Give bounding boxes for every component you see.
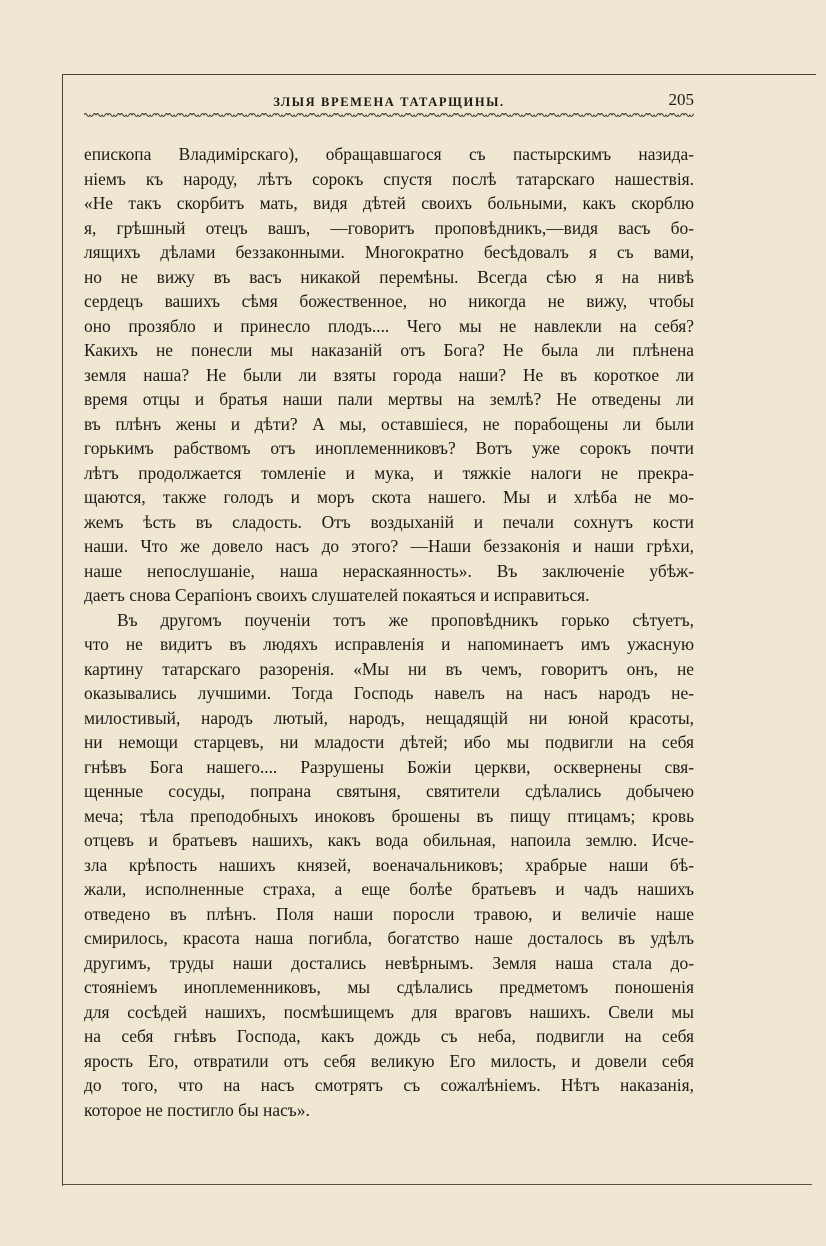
text-line: гнѣвъ Бога нашего.... Разрушены Божіи церкви, осквернены свя- bbox=[84, 756, 694, 777]
text-line: горькимъ рабствомъ отъ иноплеменниковъ? Вотъ уже сорокъ почти bbox=[84, 438, 694, 458]
text-line: меча; тѣла преподобныхъ иноковъ брошены въ пищу птицамъ; кровь bbox=[84, 805, 694, 826]
text-line: которое не постигло бы насъ». bbox=[84, 1099, 310, 1120]
text-line: для сосѣдей нашихъ, посмѣшищемъ для враговъ нашихъ. Свели мы bbox=[84, 1001, 694, 1022]
text-line: другимъ, труды наши достались невѣрнымъ. Земля наша стала до- bbox=[84, 952, 694, 973]
page-number: 205 bbox=[668, 90, 694, 109]
text-line: наше непослушаніе, наша нераскаянность». Въ заключеніе убѣж- bbox=[84, 560, 694, 581]
text-line: сердецъ вашихъ сѣмя божественное, но никогда не вижу, чтобы bbox=[84, 291, 694, 311]
text-line: ярость Его, отвратили отъ себя великую Его милость, и довели себя bbox=[84, 1050, 694, 1071]
text-line: даетъ снова Серапіонъ своихъ слушателей покаяться и исправиться. bbox=[84, 585, 590, 605]
body-text bbox=[84, 142, 694, 1122]
text-line: оказывались лучшими. Тогда Господь навелъ на насъ народъ не- bbox=[84, 683, 694, 703]
text-line: смирилось, красота наша погибла, богатство наше досталось въ удѣлъ bbox=[84, 928, 694, 948]
text-line: отцевъ и братьевъ нашихъ, какъ вода обильная, напоила землю. Исче- bbox=[84, 830, 694, 850]
running-head-title: ЗЛЫЯ ВРЕМЕНА ТАТАРЩИНЫ. bbox=[273, 95, 505, 109]
running-head bbox=[84, 90, 694, 112]
text-line: лящихъ дѣлами беззаконными. Многократно бесѣдовалъ я съ вами, bbox=[84, 242, 694, 262]
page-frame-top-rule bbox=[62, 74, 816, 75]
text-line: епископа Владимірскаго), обращавшагося съ пастырскимъ назида- bbox=[84, 144, 694, 164]
text-line: ніемъ къ народу, лѣтъ сорокъ спустя послѣ татарскаго нашествія. bbox=[84, 168, 694, 189]
text-line: на себя гнѣвъ Господа, какъ дождь съ неба, подвигли на себя bbox=[84, 1026, 694, 1046]
text-line: жемъ ѣсть въ сладость. Отъ воздыханій и печали сохнутъ кости bbox=[84, 511, 694, 532]
text-line: отведено въ плѣнъ. Поля наши поросли травою, и величіе наше bbox=[84, 903, 694, 924]
page-frame-bottom-rule bbox=[62, 1184, 812, 1185]
text-line: зла крѣпость нашихъ князей, военачальниковъ; храбрые наши бѣ- bbox=[84, 854, 694, 875]
text-line: милостивый, народъ лютый, народъ, нещадящій ни юной красоты, bbox=[84, 707, 694, 728]
text-line: оно прозябло и принесло плодъ.... Чего мы не навлекли на себя? bbox=[84, 315, 694, 336]
text-line: земля наша? Не были ли взяты города наши? Не въ короткое ли bbox=[84, 364, 694, 385]
text-line: я, грѣшный отецъ вашъ, —говоритъ проповѣдникъ,—видя васъ бо- bbox=[84, 217, 694, 238]
text-line: время отцы и братья наши пали мертвы на землѣ? Не отведены ли bbox=[84, 389, 694, 409]
text-line: ни немощи старцевъ, ни младости дѣтей; ибо мы подвигли на себя bbox=[84, 732, 694, 752]
text-line: щенные сосуды, попрана святыня, святители сдѣлались добычею bbox=[84, 781, 694, 801]
text-line: лѣтъ продолжается томленіе и мука, и тяжкіе налоги не прекра- bbox=[84, 462, 694, 483]
text-line: стояніемъ иноплеменниковъ, мы сдѣлались предметомъ поношенія bbox=[84, 977, 694, 997]
text-line: въ плѣнъ жены и дѣти? А мы, оставшіеся, не порабощены ли были bbox=[84, 413, 694, 434]
text-line: жали, исполненные страха, а еще болѣе братьевъ и чадъ нашихъ bbox=[84, 879, 694, 899]
text-line: Какихъ не понесли мы наказаній отъ Бога? Не была ли плѣнена bbox=[84, 340, 694, 360]
text-line: до того, что на насъ смотрятъ съ сожалѣніемъ. Нѣтъ наказанія, bbox=[84, 1075, 694, 1095]
text-line: «Не такъ скорбитъ мать, видя дѣтей своихъ больными, какъ скорблю bbox=[84, 193, 694, 213]
text-line: картину татарскаго разоренія. «Мы ни въ чемъ, говоритъ онъ, не bbox=[84, 658, 694, 679]
decorative-wavy-rule bbox=[84, 111, 694, 119]
text-line: но не вижу въ васъ никакой перемѣны. Всегда сѣю я на нивѣ bbox=[84, 266, 694, 287]
text-line: щаются, также голодъ и моръ скота нашего. Мы и хлѣба не мо- bbox=[84, 487, 694, 507]
text-line: наши. Что же довело насъ до этого? —Наши беззаконія и наши грѣхи, bbox=[84, 536, 694, 556]
text-line: Въ другомъ поученіи тотъ же проповѣдникъ горько сѣтуетъ, bbox=[117, 609, 694, 630]
text-line: что не видитъ въ людяхъ исправленія и напоминаетъ имъ ужасную bbox=[84, 634, 694, 654]
page-frame-left-rule bbox=[62, 74, 63, 1186]
